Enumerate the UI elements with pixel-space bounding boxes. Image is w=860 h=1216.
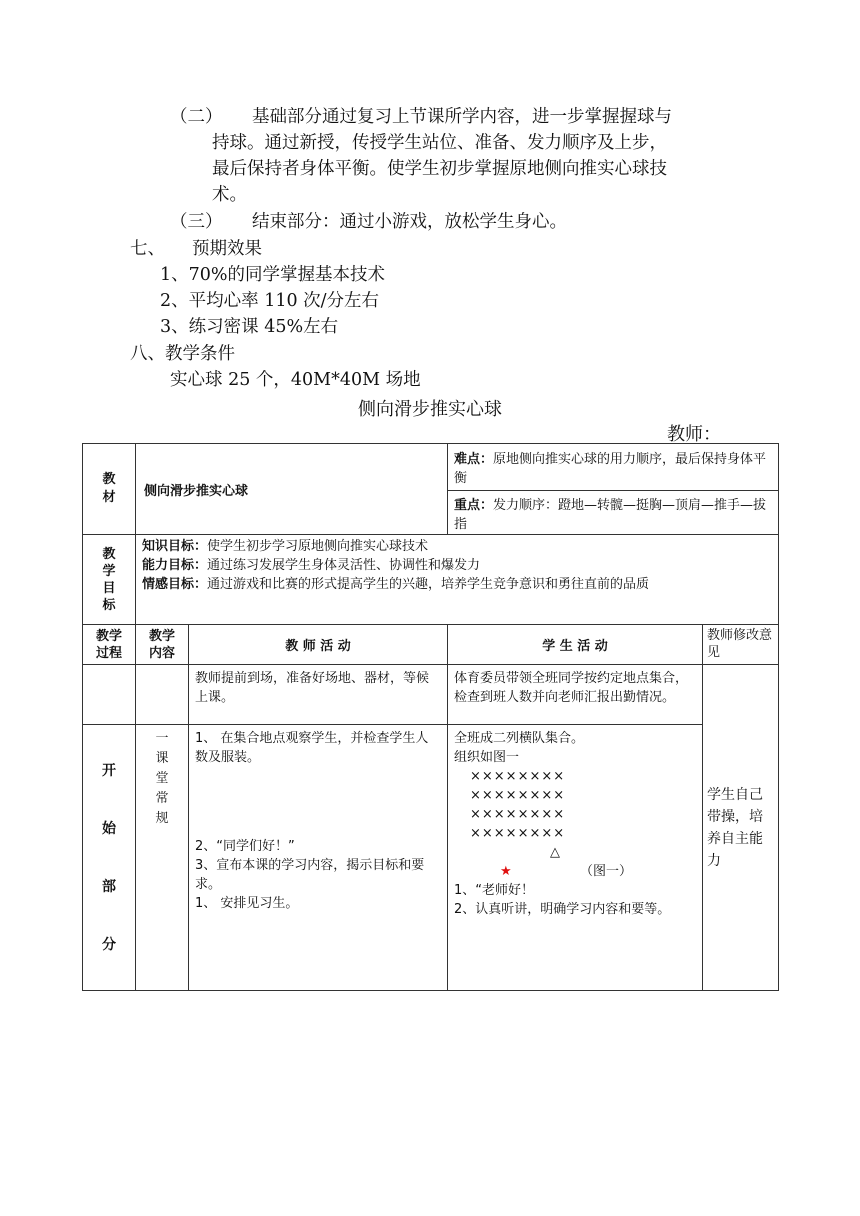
section-7-item-1: 1、70%的同学掌握基本技术 [160, 265, 386, 285]
section-8-text: 实心球 25 个，40M*40M 场地 [170, 370, 421, 390]
para-2-line-3: 最后保持者身体平衡。使学生初步掌握原地侧向推实心球技 [212, 159, 667, 179]
figure-caption-row [454, 862, 696, 881]
emotion-goal-text: 通过游戏和比赛的形式提高学生的兴趣，培养学生竞争意识和勇往直前的品质 [207, 577, 650, 592]
section-7-number: 七、 [130, 239, 165, 259]
formation-diagram [454, 767, 696, 862]
header-teacher-activity [189, 625, 448, 665]
content-char: 规 [155, 811, 169, 826]
teacher-activity-cell [189, 725, 448, 991]
content-cell [136, 725, 189, 991]
phase-cell [83, 725, 136, 991]
teacher-label: 教师： [667, 424, 721, 445]
ability-goal [142, 556, 772, 575]
teacher-item-1: 1、 在集合地点观察学生，并检查学生人数及服装。 [195, 731, 429, 765]
goals-label: 教学目标 [102, 546, 116, 613]
row1-student-cell [448, 665, 703, 725]
para-3-text: 结束部分：通过小游戏，放松学生身心。 [252, 212, 567, 232]
formation-row: ×××××××× [470, 769, 566, 784]
header-content [136, 625, 189, 665]
formation-triangle: △ [550, 845, 560, 860]
material-label: 教材 [102, 472, 116, 505]
knowledge-goal-text: 使学生初步学习原地侧向推实心球技术 [207, 539, 429, 554]
emotion-goal-label: 情感目标： [142, 577, 208, 592]
difficulty-label: 难点： [454, 452, 494, 467]
para-2-line-2: 持球。通过新授，传授学生站位、准备、发力顺序及上步， [212, 133, 667, 153]
lesson-plan-table [82, 443, 778, 991]
section-7-item-3: 3、练习密课 45%左右 [160, 317, 339, 337]
student-item-1: 1、“老师好！ [454, 883, 535, 898]
goals-cell [136, 535, 779, 625]
phase-char: 部 [102, 878, 116, 895]
knowledge-goal [142, 537, 772, 556]
student-line-2: 组织如图一 [454, 750, 520, 765]
row1-process-empty [83, 665, 136, 725]
figure-caption: （图一） [580, 864, 633, 879]
header-teacher-activity-text: 教 师 活 动 [285, 639, 351, 654]
key-point-label: 重点： [454, 497, 494, 513]
formation-row: ×××××××× [470, 807, 566, 822]
goals-label-cell [83, 535, 136, 625]
ability-goal-label: 能力目标： [142, 558, 208, 573]
row1-content-empty [136, 665, 189, 725]
para-3-number: （三） [170, 212, 223, 232]
header-revise-text: 教师修改意见 [707, 628, 773, 660]
content-char: 课 [155, 751, 169, 766]
content-char: 一 [155, 731, 169, 746]
header-student-activity [448, 625, 703, 665]
teacher-star-icon: ★ [500, 864, 512, 879]
formation-row: ×××××××× [470, 788, 566, 803]
emotion-goal [142, 575, 772, 594]
row1-teacher-cell [189, 665, 448, 725]
phase-char: 分 [102, 936, 116, 953]
content-char: 常 [155, 791, 169, 806]
para-2-line-4: 术。 [212, 185, 247, 205]
difficulty-cell [448, 444, 779, 491]
header-content-text: 教学内容 [148, 628, 175, 661]
key-point-text: 发力顺序：蹬地—转髋—挺胸—顶肩—推手—拔指 [454, 497, 767, 532]
phase-char: 始 [102, 820, 116, 837]
revise-cell [703, 665, 779, 991]
material-label-cell [83, 444, 136, 535]
header-process-text: 教学过程 [95, 628, 122, 661]
header-revise [703, 625, 779, 665]
teacher-spacer [195, 767, 441, 837]
para-2-number: （二） [170, 107, 223, 127]
ability-goal-text: 通过练习发展学生身体灵活性、协调性和爆发力 [207, 558, 481, 573]
key-point-cell [448, 491, 779, 535]
knowledge-goal-label: 知识目标： [142, 539, 208, 554]
content-char: 堂 [155, 771, 169, 786]
para-2-line-1: 基础部分通过复习上节课所学内容，进一步掌握握球与 [252, 107, 672, 127]
student-activity-cell [448, 725, 703, 991]
row1-student-text: 体育委员带领全班同学按约定地点集合，检查到班人数并向老师汇报出勤情况。 [454, 671, 689, 705]
material-value: 侧向滑步推实心球 [144, 483, 249, 499]
difficulty-text: 原地侧向推实心球的用力顺序，最后保持身体平衡 [454, 452, 767, 486]
phase-char: 开 [102, 762, 116, 779]
header-student-activity-text: 学 生 活 动 [542, 639, 608, 654]
teacher-item-4: 1、 安排见习生。 [195, 896, 299, 911]
student-item-2: 2、认真听讲，明确学习内容和要等。 [454, 902, 671, 917]
formation-row: ×××××××× [470, 826, 566, 841]
section-8-title: 八、教学条件 [130, 344, 235, 364]
lesson-title: 侧向滑步推实心球 [358, 399, 502, 420]
revise-text: 学生自己带操，培养自主能力 [707, 786, 763, 869]
row1-teacher-text: 教师提前到场，准备好场地、器材，等候上课。 [195, 671, 430, 705]
header-process [83, 625, 136, 665]
section-7-item-2: 2、平均心率 110 次/分左右 [160, 291, 380, 311]
material-value-cell [136, 444, 448, 535]
teacher-item-2: 2、“同学们好！” [195, 839, 295, 854]
section-7-title: 预期效果 [192, 239, 262, 259]
teacher-item-3: 3、宣布本课的学习内容，揭示目标和要求。 [195, 858, 425, 892]
student-line-1: 全班成二列横队集合。 [454, 731, 585, 746]
